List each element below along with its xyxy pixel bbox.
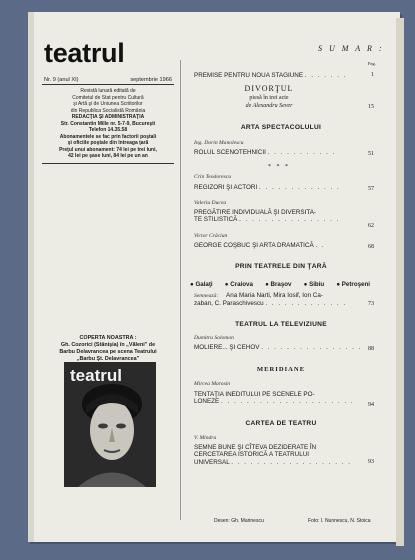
toc-page: 73 (368, 301, 374, 307)
page-gutter (28, 12, 34, 542)
toc-author: Dumitru Solomon (194, 335, 234, 341)
toc-page: 68 (368, 244, 374, 250)
issue-date: septembrie 1966 (130, 77, 172, 83)
page-column-label: Pag. (368, 61, 376, 66)
masthead-line: REDACŢIA ŞI ADMINISTRAŢIA (71, 114, 145, 120)
masthead-line: din Republica Socialistă România (70, 107, 146, 114)
toc-entry: PREMISE PENTRU NOUA STAGIUNE . . . . . . . (194, 72, 348, 79)
masthead-line: şi oficiile poştale din întreaga ţară (67, 140, 149, 146)
city-item: ● Craiova (224, 281, 253, 288)
cover-caption-line: Gh. Cozorici (Stânişia) în „Văleni" de (60, 342, 156, 348)
toc-author: Victor Crăciun (194, 233, 228, 239)
toc-entry: REGIZORI ŞI ACTORI . . . . . . . . . . . . . (194, 184, 341, 191)
section-heading: ARTA SPECTACOLULUI (240, 124, 322, 131)
toc-entry: GEORGE COŞBUC ŞI ARTA DRAMATICĂ . . (194, 242, 326, 249)
toc-page: 88 (368, 346, 374, 352)
photo-credit: Foto: I. Nunnescu, N. Stoica (308, 518, 371, 524)
city-item: ● Galaţi (190, 281, 213, 288)
toc-title-cont: TE STILISTICĂ (194, 216, 238, 224)
toc-subtitle: de Alexandru Sever (245, 103, 293, 109)
toc-title: PREGĂTIRE INDIVIDUALĂ ŞI DIVERSITA- (194, 209, 316, 216)
toc-subtitle: piesă în trei acte (249, 95, 289, 101)
cover-caption-line: COPERTA NOASTRA : (79, 335, 137, 341)
toc-title: Ana Maria Narti, Mira Iosif, Ion Ca- (226, 292, 323, 299)
section-heading: TEATRUL LA TELEVIZIUNE (235, 321, 327, 328)
issue-row (44, 77, 172, 83)
toc-page: 94 (368, 402, 374, 408)
toc-author: Crin Teodorescu (194, 174, 232, 180)
city-item: ● Petroşeni (336, 281, 370, 288)
toc-author: V. Mindra (194, 435, 217, 441)
section-heading: PRIN TEATRELE DIN ŢARĂ (235, 263, 327, 270)
issue-number: Nr. 9 (anul XI) (44, 77, 79, 83)
column-divider (180, 60, 181, 520)
toc-page: 51 (368, 151, 374, 157)
toc-title: TENTAŢIA INEDITULUI PE SCENELE PO- (194, 391, 315, 398)
toc-title: ROLUL SCENOTEHNICII (194, 149, 266, 156)
toc-title: SEMNE BUNE ŞI CÎTEVA DEZIDERATE ÎN (194, 444, 317, 451)
toc-author: Valeriu Ducea (194, 200, 227, 206)
toc-entry: PREGĂTIRE INDIVIDUALĂ ŞI DIVERSITA- TE STILISTICĂ . . . . . . . . . . . . . . . . (194, 209, 372, 224)
toc-title: MOLIERE... ŞI CEHOV (194, 344, 260, 351)
masthead-line: Telefon 14.35.58 (88, 127, 128, 133)
section-heading: CARTEA DE TEATRU (245, 420, 317, 427)
toc-entry (226, 292, 366, 299)
section-heading: MERIDIANE (256, 366, 306, 373)
page-edge (396, 18, 404, 546)
cover-title: teatrul (70, 366, 122, 385)
design-credit: Desen: Gh. Marinescu (214, 518, 264, 524)
cover-caption-line: „Barbu Şt. Delavrancea" (76, 356, 140, 362)
separator-stars: * * * (268, 164, 290, 170)
city-item: ● Sibiu (303, 281, 325, 288)
masthead-line: Comitetul de Stat pentru Cultură (72, 94, 144, 101)
toc-page: 15 (368, 104, 374, 110)
toc-title-cont: CERCETAREA ISTORICĂ A TEATRULUI (194, 451, 310, 459)
toc-entry: ROLUL SCENOTEHNICII . . . . . . . . . . . (194, 149, 336, 156)
cover-image (64, 362, 156, 487)
magazine-logo: teatrul (44, 38, 125, 68)
toc-title-cont: UNIVERSAL (194, 458, 230, 466)
toc-entry: TENTAŢIA INEDITULUI PE SCENELE PO- LONEZE . . . . . . . . . . . . . . . . . . . . . (194, 391, 372, 406)
toc-page: 1 (371, 72, 374, 78)
masthead-rule-bottom (42, 163, 174, 164)
toc-title-cont: LONEZE (194, 398, 220, 406)
toc-author: Semnează: (194, 293, 219, 299)
toc-entry: MOLIERE... ŞI CEHOV . . . . . . . . . . . . . . . . (194, 344, 362, 351)
toc-page: 62 (368, 223, 374, 229)
city-item: ● Braşov (265, 281, 292, 288)
masthead-line: Str. Constantin Mille nr. 5-7-9, Bucureşti (60, 120, 156, 127)
toc-title: PREMISE PENTRU NOUA STAGIUNE (194, 72, 304, 79)
toc-page: 57 (368, 186, 374, 192)
cover-caption-line: Barbu Delavrancea pe scena Teatrului (59, 349, 157, 355)
masthead-line: 42 lei pe şase luni, 84 lei pe un an (68, 153, 148, 159)
toc-title: DIVORŢUL (244, 84, 294, 93)
toc-entry: SEMNE BUNE ŞI CÎTEVA DEZIDERATE ÎN CERCETAREA ISTORICĂ A TEATRULUI UNIVERSAL . . . . . . . . . . . . . . . . . . . (194, 444, 372, 466)
toc-author: Mircea Marosin (194, 381, 231, 387)
masthead-line: Revistă lunară editată de (80, 88, 136, 94)
toc-page: 93 (368, 459, 374, 465)
masthead-line: Preţul unui abonament: 74 lei pe trei luni, (59, 146, 157, 153)
toc-author: Ing. Dorin Manolescu (194, 140, 244, 146)
masthead-line: Abonamentele se fac prin factorii poştali (59, 133, 157, 140)
toc-title: REGIZORI ŞI ACTORI (194, 184, 258, 191)
contents-title: S U M A R : (318, 44, 385, 53)
masthead (42, 88, 174, 160)
toc-title: GEORGE COŞBUC ŞI ARTA DRAMATICĂ (194, 242, 314, 249)
toc-entry-cont: zaban, C. Paraschivescu . . . . . . . . . . . . . (194, 300, 347, 307)
city-list (190, 281, 370, 288)
cover-caption (42, 335, 174, 363)
masthead-line: şi Artă şi de Uniunea Scriitorilor (73, 101, 143, 107)
masthead-rule (42, 84, 174, 85)
toc-title-cont: zaban, C. Paraschivescu (194, 300, 264, 307)
